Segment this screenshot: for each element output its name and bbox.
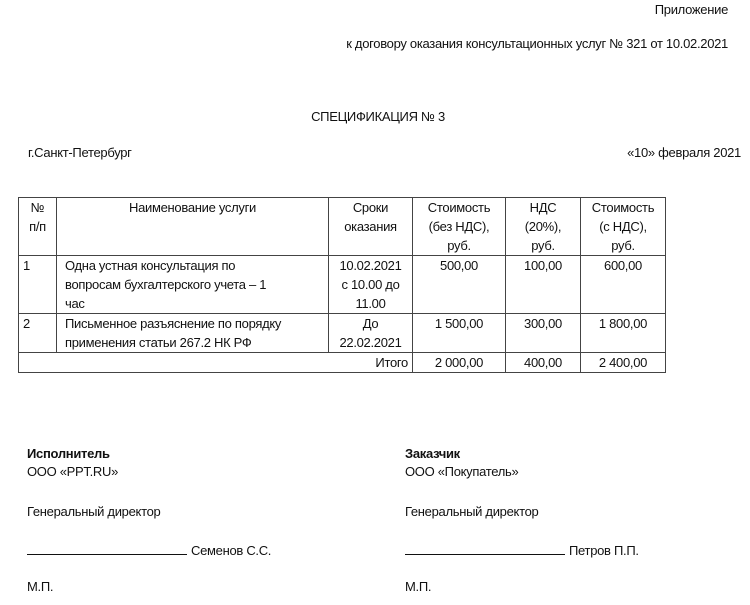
row-total: 600,00 [581,256,666,314]
totals-row [19,353,666,373]
header-vat: НДС (20%), руб. [506,198,581,256]
appendix-label: Приложение [654,2,728,17]
table-row [19,314,666,353]
header-total: Стоимость (с НДС), руб. [581,198,666,256]
row-total: 1 800,00 [581,314,666,353]
row-num: 1 [19,256,57,314]
row-name: Письменное разъяснение по порядку применения статьи 267.2 НК РФ [57,314,329,353]
row-cost: 1 500,00 [413,314,506,353]
signature-line [27,540,187,555]
city: г.Санкт-Петербург [28,145,132,160]
customer-name: Петров П.П. [569,543,639,558]
row-vat: 300,00 [506,314,581,353]
header-cost: Стоимость (без НДС), руб. [413,198,506,256]
specification-table [18,197,666,373]
header-term: Сроки оказания [329,198,413,256]
row-term: До 22.02.2021 [329,314,413,353]
row-name: Одна устная консультация по вопросам бухгалтерского учета – 1 час [57,256,329,314]
row-vat: 100,00 [506,256,581,314]
customer-role: Заказчик [405,446,460,461]
customer-position: Генеральный директор [405,504,539,519]
totals-label: Итого [19,353,413,373]
totals-vat: 400,00 [506,353,581,373]
header-name: Наименование услуги [57,198,329,256]
table-header-row [19,198,666,256]
document-date: «10» февраля 2021 [627,145,741,160]
customer-signature [405,540,639,560]
executor-company: ООО «PPT.RU» [27,464,119,479]
executor-role: Исполнитель [27,446,110,461]
signature-line [405,540,565,555]
contract-reference: к договору оказания консультационных услуг № 321 от 10.02.2021 [346,36,728,51]
executor-signature [27,540,271,560]
row-term: 10.02.2021 с 10.00 до 11.00 [329,256,413,314]
totals-cost: 2 000,00 [413,353,506,373]
customer-company: ООО «Покупатель» [405,464,519,479]
executor-stamp: М.П. [27,579,54,594]
customer-stamp: М.П. [405,579,432,594]
row-num: 2 [19,314,57,353]
totals-total: 2 400,00 [581,353,666,373]
table-row [19,256,666,314]
executor-position: Генеральный директор [27,504,161,519]
header-num: № п/п [19,198,57,256]
executor-name: Семенов С.С. [191,543,272,558]
row-cost: 500,00 [413,256,506,314]
page-title: СПЕЦИФИКАЦИЯ № 3 [311,109,445,124]
